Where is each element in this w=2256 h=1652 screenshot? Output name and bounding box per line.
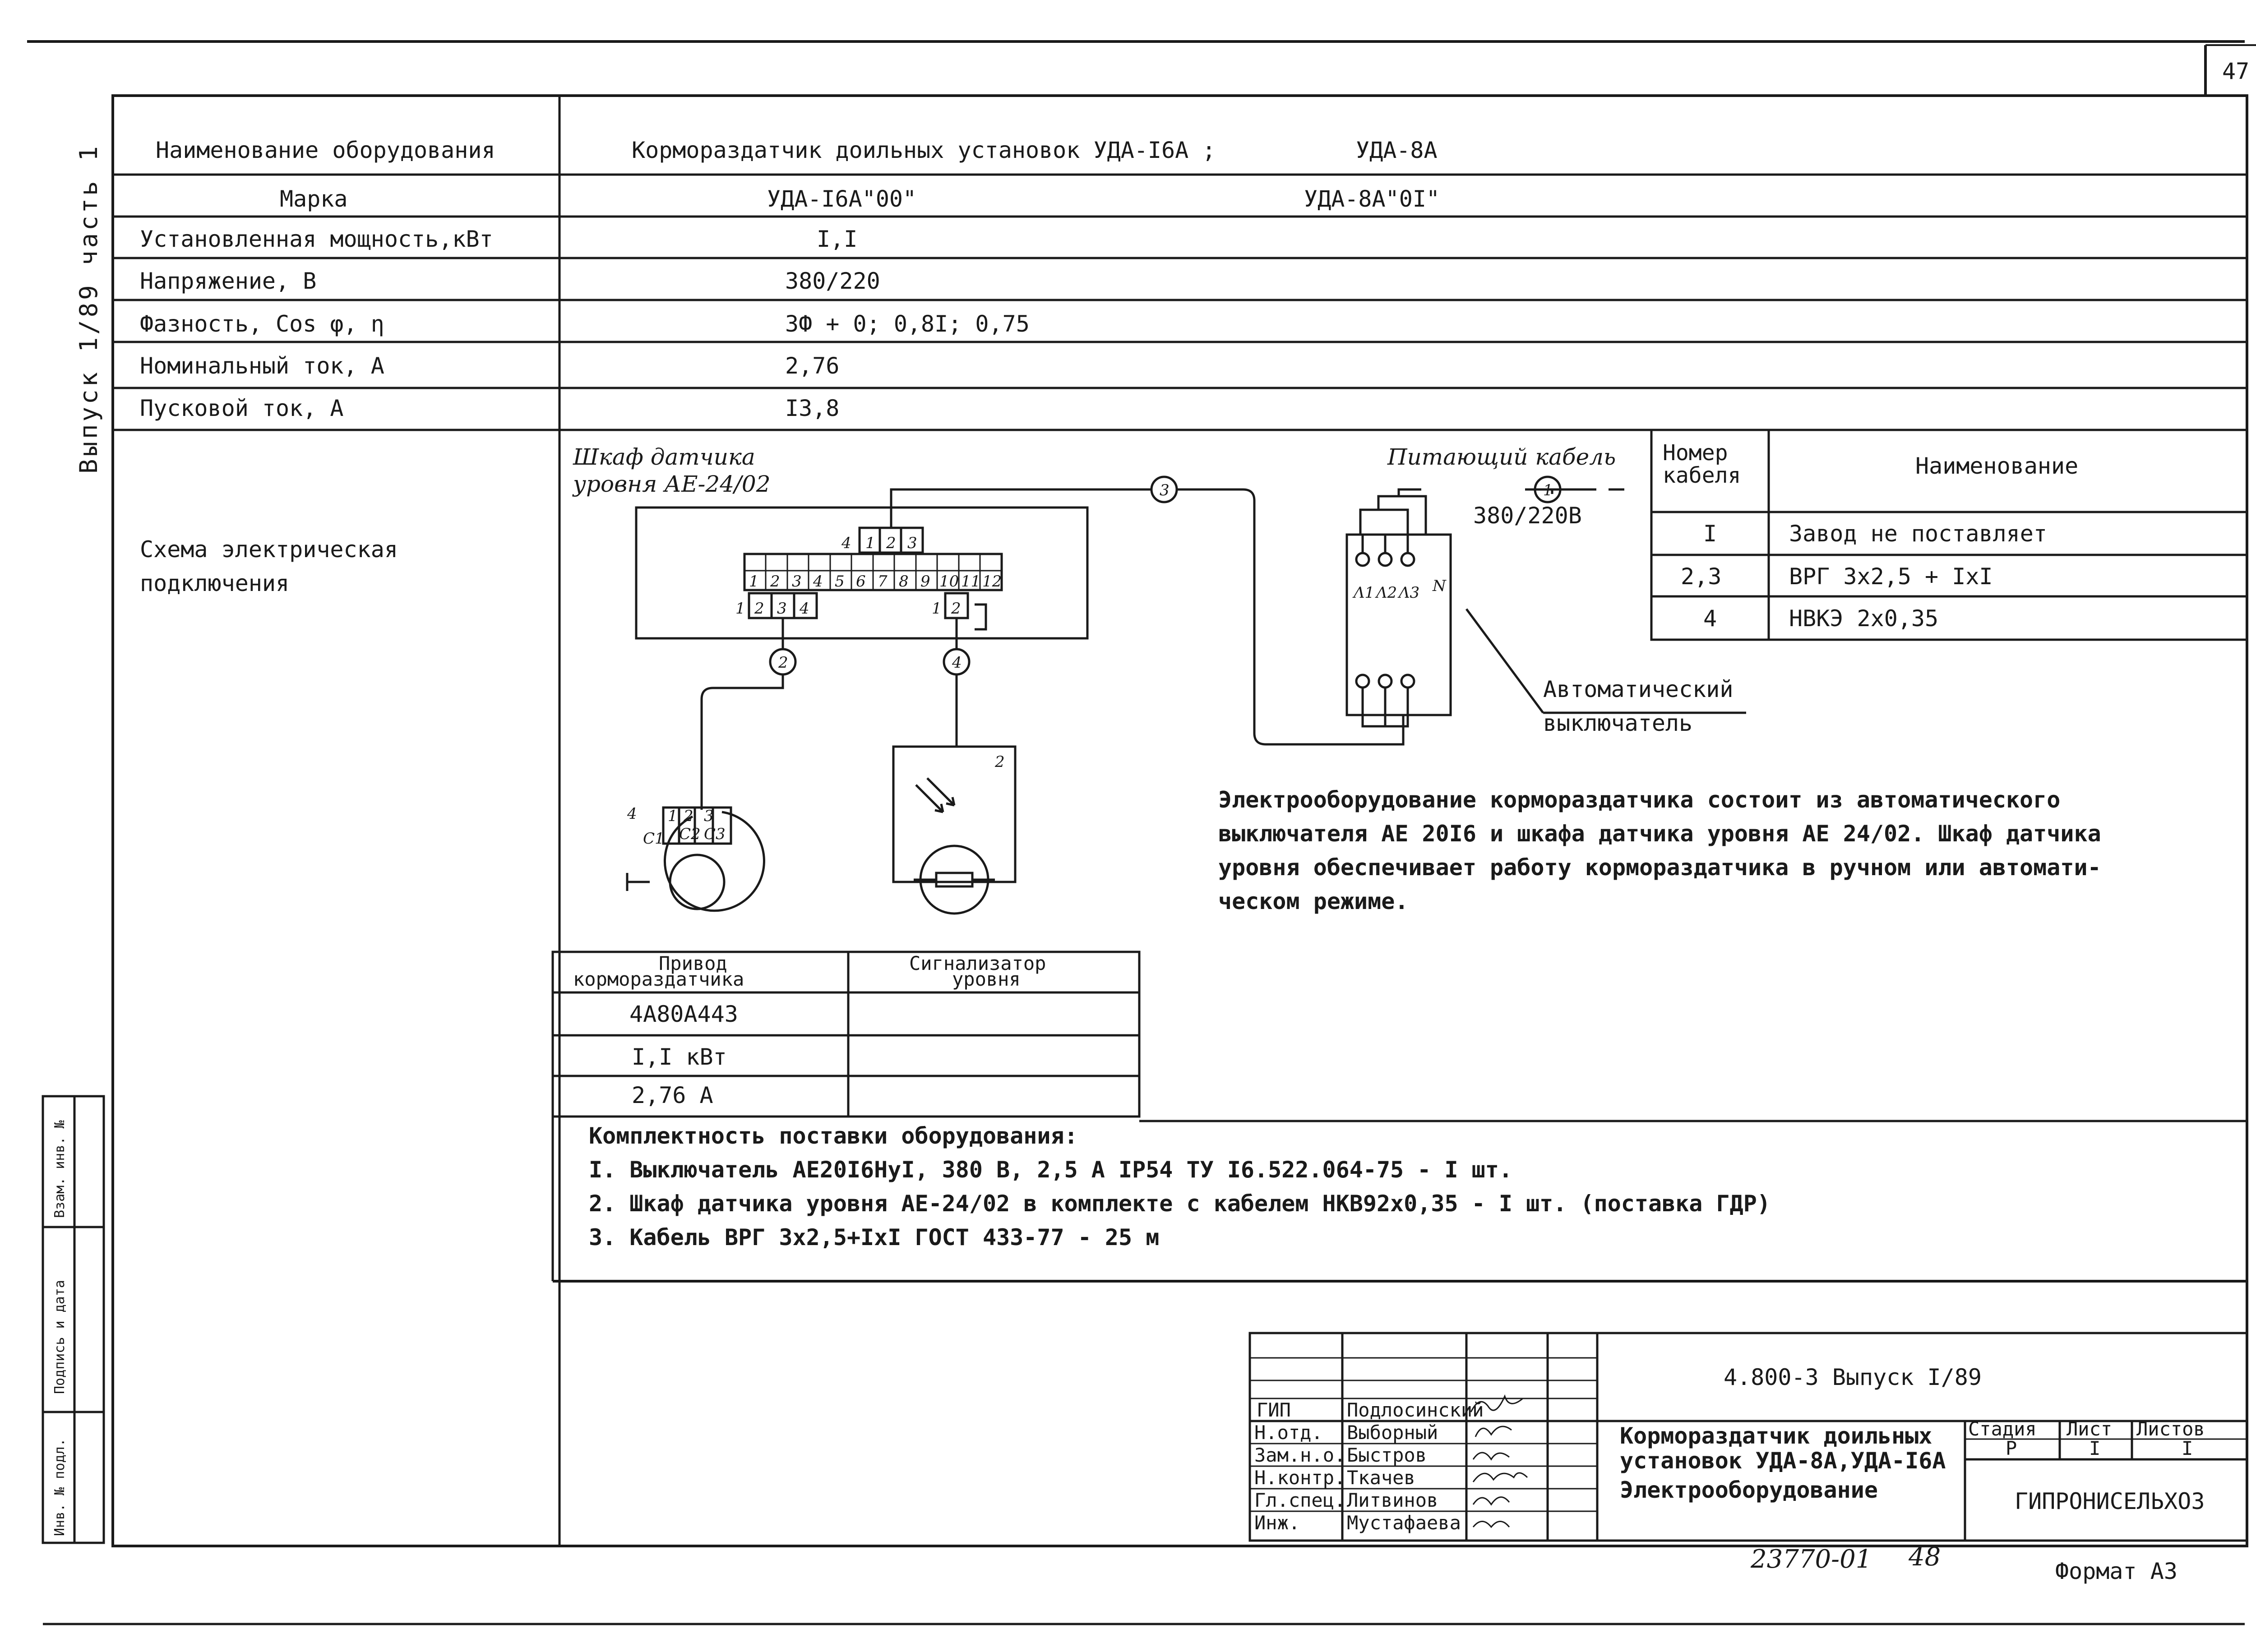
cabinet-title: Шкаф датчика xyxy=(573,444,755,470)
terminal-label: 5 xyxy=(835,572,845,591)
terminal-label: 12 xyxy=(982,572,1002,591)
description-line: ческом режиме. xyxy=(1218,888,1409,914)
motor-icon xyxy=(627,805,764,911)
supply-voltage: 380/220В xyxy=(1473,503,1582,529)
doc-code: 4.800-3 Выпуск I/89 xyxy=(1724,1364,1982,1390)
staff-role: ГИП xyxy=(1257,1399,1291,1421)
terminal-label: 9 xyxy=(920,572,930,591)
breaker-label: Автоматический xyxy=(1543,676,1734,702)
terminal-label: 1 xyxy=(932,600,942,618)
side-stamp-signature: Подпись и дата xyxy=(52,1280,68,1394)
delivery-item: 3. Кабель ВРГ 3х2,5+IхI ГОСТ 433-77 - 25 м xyxy=(589,1224,1160,1251)
spec-value: I,I xyxy=(817,226,858,252)
stage-header: Листов xyxy=(2136,1418,2205,1440)
spec-label: Марка xyxy=(280,186,348,212)
terminal-strip xyxy=(744,554,1002,591)
supply-cable-label: Питающий кабель xyxy=(1387,444,1616,470)
page-number: 47 xyxy=(2222,58,2250,84)
drive-table-cell: 4А80А443 xyxy=(629,1001,738,1027)
motor-terminal: C1 xyxy=(643,830,665,848)
staff-name: Ткачев xyxy=(1347,1467,1415,1489)
staff-role: Инж. xyxy=(1254,1512,1300,1534)
motor-terminal: C2 xyxy=(679,825,701,843)
staff-name: Литвинов xyxy=(1347,1489,1438,1511)
terminal-label: 2 xyxy=(951,600,961,618)
spec-label: Установленная мощность,кВт xyxy=(140,226,493,252)
spec-row xyxy=(280,186,1440,212)
stage-header: Лист xyxy=(2066,1418,2113,1440)
cable-table-header-number: кабеля xyxy=(1663,463,1741,488)
spec-label: Пусковой ток, А xyxy=(140,395,344,421)
terminal-label: 4 xyxy=(800,600,809,618)
cable-table-cell: 2,3 xyxy=(1681,563,1722,590)
staff-name: Выборный xyxy=(1347,1421,1438,1444)
cable-marker-label: 2 xyxy=(778,654,788,672)
breaker-terminal: Λ2 xyxy=(1376,584,1397,602)
terminal-label: 4 xyxy=(841,534,851,552)
schema-label-line: подключения xyxy=(140,570,290,596)
doc-title: установок УДА-8А,УДА-I6А xyxy=(1620,1448,1946,1474)
delivery-list xyxy=(553,1117,2247,1281)
schema-label-line: Схема электрическая xyxy=(140,536,398,563)
terminal-label: 6 xyxy=(856,572,866,591)
description-line: уровня обеспечивает работу кормораздатчика в ручном или автомати- xyxy=(1218,854,2101,881)
terminal-label: 3 xyxy=(907,534,917,552)
drive-table-header: уровня xyxy=(952,968,1021,990)
spec-label: Номинальный ток, А xyxy=(140,353,384,379)
motor-terminal: 1 xyxy=(668,807,678,825)
terminal-label: 2 xyxy=(754,600,764,618)
drive-table-header: кормораздатчика xyxy=(573,968,744,990)
spec-label: Напряжение, В xyxy=(140,268,317,294)
delivery-title: Комплектность поставки оборудования: xyxy=(589,1123,1078,1149)
doc-title: Электрооборудование xyxy=(1620,1477,1878,1503)
description-line: выключателя АЕ 20I6 и шкафа датчика уровня АЕ 24/02. Шкаф датчика xyxy=(1218,821,2101,847)
doc-title: Кормораздатчик доильных xyxy=(1620,1423,1932,1449)
side-stamp-replace: Взам. инв. № xyxy=(52,1120,68,1218)
cable-marker-label: 1 xyxy=(1543,481,1553,499)
spec-value: Кормораздатчик доильных установок УДА-I6А ; xyxy=(632,137,1216,163)
spec-row xyxy=(156,137,1438,163)
cable-table-cell: НВКЭ 2х0,35 xyxy=(1789,605,1939,632)
drive-table-header: Сигнализатор xyxy=(909,952,1046,974)
drive-table xyxy=(553,952,1139,1117)
staff-role: Н.отд. xyxy=(1254,1421,1323,1444)
cable-marker-4 xyxy=(944,649,969,674)
motor-terminal: 3 xyxy=(704,807,714,825)
archive-sheet: 48 xyxy=(1909,1542,1941,1572)
spec-value: 3Ф + 0; 0,8I; 0,75 xyxy=(785,311,1030,337)
cable-marker-2 xyxy=(770,649,795,674)
staff-role: Н.контр. xyxy=(1254,1467,1346,1489)
stage-header: Стадия xyxy=(1968,1418,2037,1440)
level-sensor-icon xyxy=(893,747,1015,914)
description-line: Электрооборудование кормораздатчика состоит из автоматического xyxy=(1218,787,2061,813)
terminal-label: 8 xyxy=(899,572,909,591)
side-stamp xyxy=(43,1096,104,1543)
breaker-terminal: N xyxy=(1433,577,1446,595)
spec-label: Фазность, Cos φ, η xyxy=(140,311,384,337)
terminal-label: 1 xyxy=(735,600,745,618)
staff-name: Быстров xyxy=(1347,1444,1427,1466)
motor-terminal: C3 xyxy=(704,825,726,843)
motor-terminal: 4 xyxy=(627,805,637,823)
stage-value: I xyxy=(2089,1437,2101,1459)
terminal-label: 1 xyxy=(865,534,875,552)
cable-marker-label: 4 xyxy=(952,654,962,672)
spec-value: 380/220 xyxy=(785,268,880,294)
description xyxy=(1218,787,2101,914)
spec-value: УДА-I6А"00" xyxy=(767,186,917,212)
staff-role: Зам.н.о. xyxy=(1254,1444,1346,1466)
terminal-label: 3 xyxy=(792,572,802,591)
drive-table-cell: I,I кВт xyxy=(632,1044,727,1070)
drive-table-header: Привод xyxy=(659,952,727,974)
spec-row xyxy=(140,395,839,421)
terminal-label: 7 xyxy=(878,572,888,591)
delivery-item: I. Выключатель АЕ20I6НуI, 380 В, 2,5 А IP54 ТУ I6.522.064-75 - I шт. xyxy=(589,1157,1512,1183)
drive-table-cell: 2,76 А xyxy=(632,1082,713,1108)
vertical-title: Выпуск 1/89 часть 1 xyxy=(74,143,103,474)
spec-row xyxy=(140,226,857,252)
terminal-label: 3 xyxy=(777,600,787,618)
cable-table-header-name: Наименование xyxy=(1915,453,2079,479)
spec-row xyxy=(140,353,839,379)
spec-label: Наименование оборудования xyxy=(156,137,495,163)
breaker-terminal: Λ1 xyxy=(1354,584,1375,602)
spec-value-second: УДА-8А"0I" xyxy=(1304,186,1440,212)
cable-table-cell: 4 xyxy=(1703,605,1717,632)
cable-table-cell: ВРГ 3х2,5 + IхI xyxy=(1789,563,1993,590)
organization: ГИПРОНИСЕЛЬХОЗ xyxy=(2015,1488,2205,1514)
cable-marker-label: 3 xyxy=(1160,481,1170,499)
spec-row xyxy=(140,268,880,294)
sensor-number: 2 xyxy=(995,753,1005,771)
cable-marker-3 xyxy=(1151,477,1177,502)
cabinet-title: уровня АЕ-24/02 xyxy=(573,471,771,497)
staff-role: Гл.спец. xyxy=(1254,1489,1346,1511)
staff-name: Подлосинский xyxy=(1347,1399,1484,1421)
spec-row xyxy=(140,311,1030,337)
terminal-label: 1 xyxy=(749,572,759,591)
breaker-terminal: Λ3 xyxy=(1399,584,1420,602)
delivery-item: 2. Шкаф датчика уровня АЕ-24/02 в комплекте с кабелем НКВ92х0,35 - I шт. (поставка ГДР) xyxy=(589,1191,1771,1217)
side-stamp-inventory: Инв. № подл. xyxy=(52,1438,68,1536)
stage-value: Р xyxy=(2006,1437,2017,1459)
format-label: Формат А3 xyxy=(2055,1558,2177,1584)
cable-table-cell: Завод не поставляет xyxy=(1789,521,2047,547)
terminal-label: 11 xyxy=(961,572,981,591)
staff-name: Мустафаева xyxy=(1347,1512,1461,1534)
motor-terminal: 2 xyxy=(684,807,693,825)
spec-value-second: УДА-8А xyxy=(1356,137,1438,163)
terminal-label: 2 xyxy=(886,534,896,552)
terminal-label: 2 xyxy=(770,572,780,591)
breaker-label: выключатель xyxy=(1543,710,1693,736)
terminal-label: 4 xyxy=(813,572,823,591)
cable-table xyxy=(1651,430,2247,640)
title-block xyxy=(1250,1333,2247,1541)
spec-value: 2,76 xyxy=(785,353,840,379)
terminal-label: 10 xyxy=(939,572,959,591)
stage-value: I xyxy=(2182,1437,2193,1459)
cable-table-header-number: Номер xyxy=(1663,440,1728,466)
archive-number: 23770-01 xyxy=(1751,1545,1872,1574)
cable-table-cell: I xyxy=(1703,521,1717,547)
spec-value: I3,8 xyxy=(785,395,840,421)
